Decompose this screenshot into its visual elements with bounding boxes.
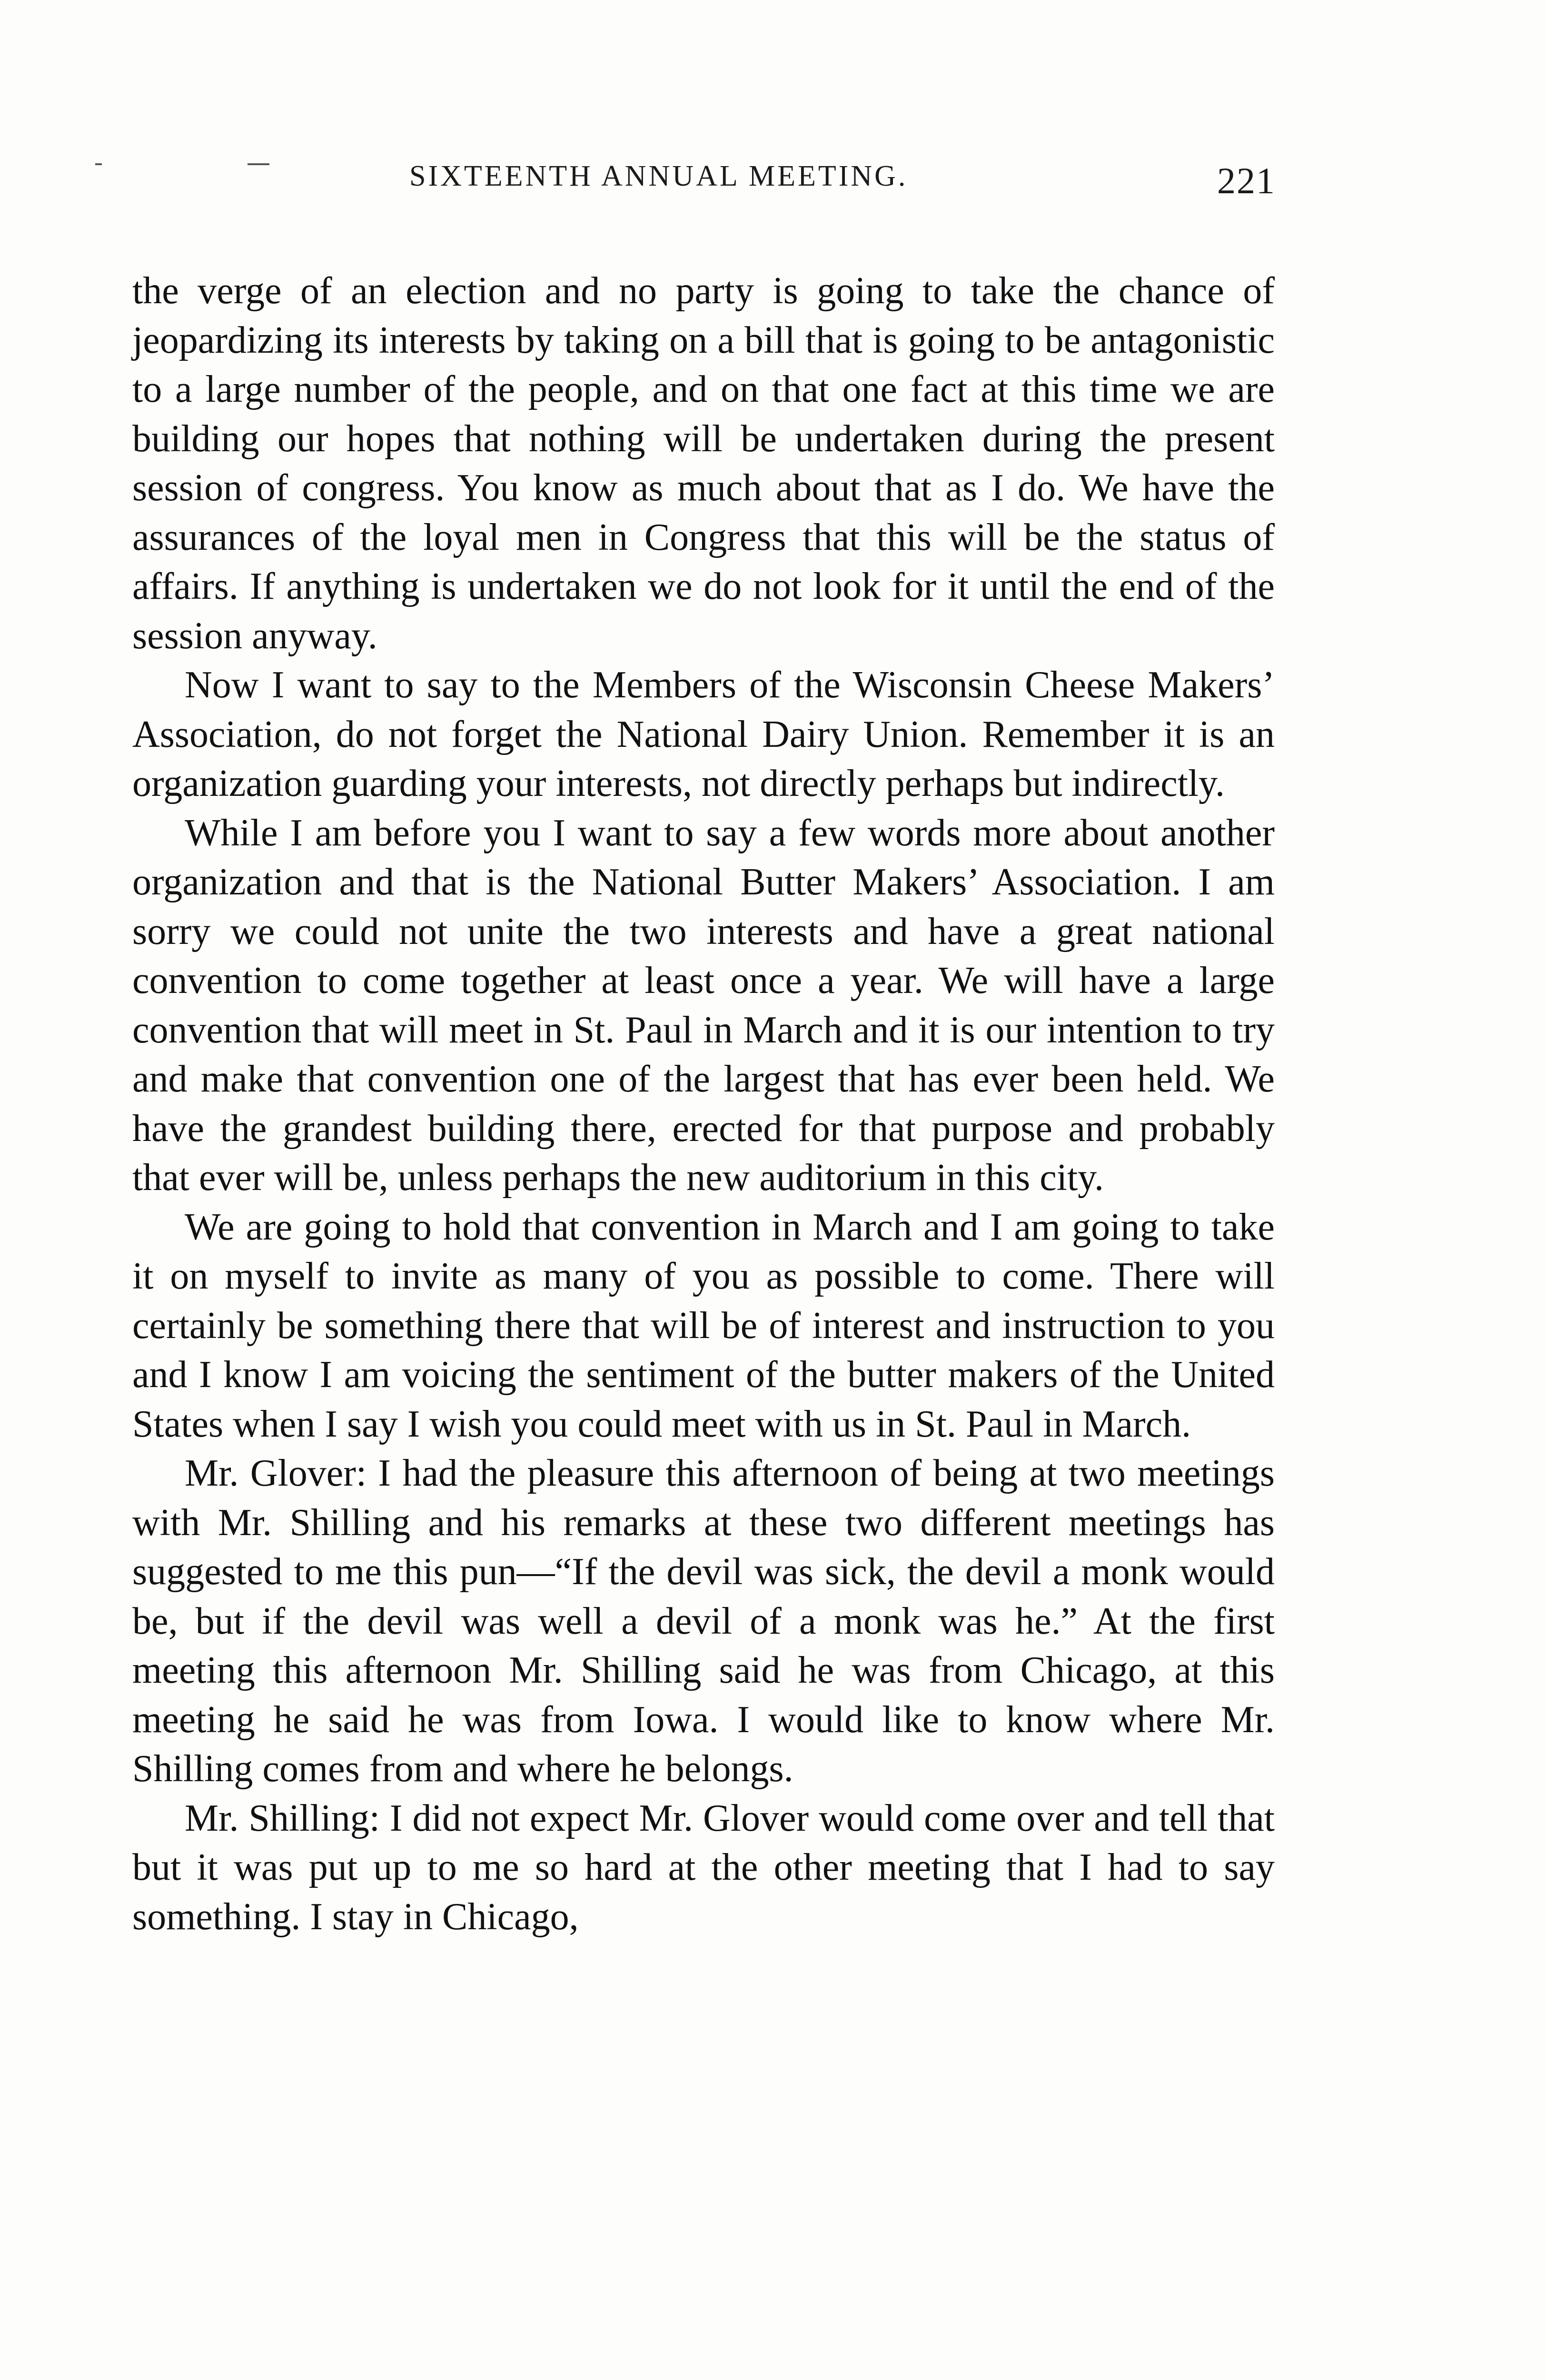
paragraph: We are going to hold that convention in March and I am going to take it on myself to invite as many of you as possible to come. There will certainly be something there that will be of interest and instruction to you and I know I am voicing the sentiment of the butter makers of the United States when I say I wish you could meet with us in St. Paul in March. [132, 1206, 1275, 1445]
paragraph: the verge of an election and no party is going to take the chance of jeopardizing its interests by taking on a bill that is going to be antagonistic to a large number of the people, and on that one fact at this time we are building our hopes that nothing will be undertaken during the present session of congress. You know as much about that as I do. We have the assurances of the loyal men in Congress that this will be the status of affairs. If anything is undertaken we do not look for it until the end of the session anyway. [132, 270, 1275, 657]
ink-speck [248, 163, 269, 165]
page-header [114, 159, 1276, 217]
paragraph: Mr. Shilling: I did not expect Mr. Glover would come over and tell that but it was put up to me so hard at the other meeting that I had to say something. I stay in Chicago, [132, 1797, 1275, 1938]
page-number: 221 [1217, 160, 1276, 201]
paragraph: While I am before you I want to say a few words more about another organization and that is the National Butter Makers’ Association. I am sorry we could not unite the two interests and have a great national convention to come together at least once a year. We will have a large convention that will meet in St. Paul in March and it is our intention to try and make that convention one of the largest that has ever been held. We have the grandest building there, erected for that purpose and probably that ever will be, unless perhaps the new auditorium in this city. [132, 812, 1275, 1199]
paragraph: Mr. Glover: I had the pleasure this afternoon of being at two meetings with Mr. Shilling and his remarks at these two different meetings has suggested to me this pun—“If the devil was sick, the devil a monk would be, but if the devil was well a devil of a monk was he.” At the first meeting this afternoon Mr. Shilling said he was from Chicago, at this meeting he said he was from Iowa. I would like to know where Mr. Shilling comes from and where he belongs. [132, 1452, 1275, 1790]
running-head: SIXTEENTH ANNUAL MEETING. [409, 160, 908, 192]
paragraph: Now I want to say to the Members of the Wisconsin Cheese Makers’ Association, do not forget the National Dairy Union. Remember it is an organization guarding your interests, not directly perhaps but indirectly. [132, 664, 1275, 804]
body-text [132, 267, 1275, 1942]
ink-speck [95, 163, 102, 165]
